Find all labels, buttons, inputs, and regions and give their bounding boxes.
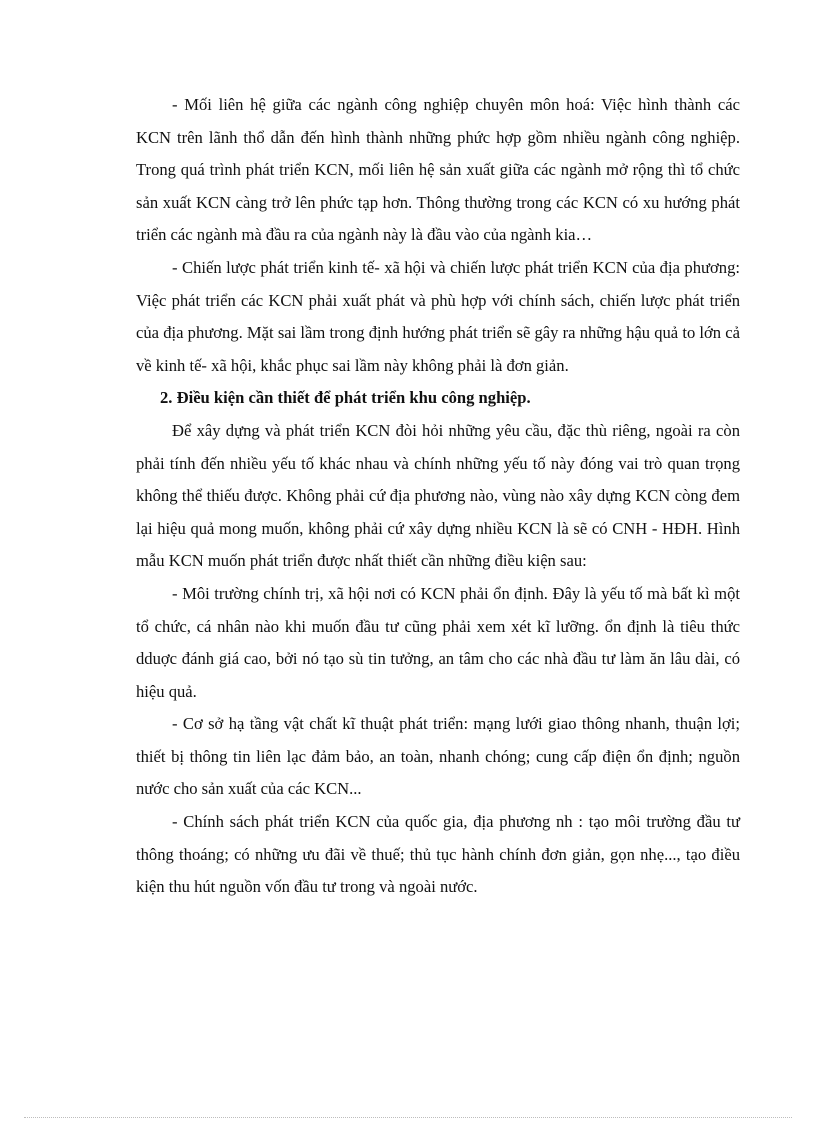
paragraph-industry-linkages: - Mối liên hệ giữa các ngành công nghiệp chuyên môn hoá: Việc hình thành các KCN trên lãnh thổ dẫn đến hình thành những phức hợp gồm nhiều ngành công nghiệp. Trong quá trình phát triển KCN, mối liên hệ sản xuất giữa các ngành mở rộng thì tổ chức sản xuất KCN càng trở lên phức tạp hơn. Thông thường trong các KCN có xu hướng phát triển các ngành mà đầu ra của ngành này là đầu vào của ngành kia…: [136, 95, 740, 245]
paragraph-political-environment: - Môi trường chính trị, xã hội nơi có KCN phải ổn định. Đây là yếu tố mà bất kì một tổ chức, cá nhân nào khi muốn đầu tư cũng phải xem xét kĩ lưỡng. ổn định là tiêu thức dduợc đánh giá cao, bởi nó tạo sù tin tưởng, an tâm cho các nhà đầu tư làm ăn lâu dài, có hiệu quả.: [136, 583, 740, 701]
paragraph-requirements-intro: Để xây dựng và phát triển KCN đòi hỏi những yêu cầu, đặc thù riêng, ngoài ra còn phải tính đến nhiều yếu tố khác nhau và chính những yếu tố này đóng vai trò quan trọng không thể thiếu được. Không phải cứ địa phương nào, vùng nào xây dựng KCN còng đem lại hiệu quả mong muốn, không phải cứ xây dựng nhiều KCN là sẽ có CNH - HĐH. Hình mẫu KCN muốn phát triển được nhất thiết cần những điều kiện sau:: [136, 420, 740, 571]
paragraph-infrastructure: - Cơ sở hạ tầng vật chất kĩ thuật phát triển: mạng lưới giao thông nhanh, thuận lợi; thiết bị thông tin liên lạc đảm bảo, an toàn, nhanh chóng; cung cấp điện ổn định; nguồn nước cho sản xuất của các KCN...: [136, 714, 740, 799]
document-body: [136, 89, 740, 904]
page-bottom-divider: [24, 1117, 792, 1118]
paragraph-policy: - Chính sách phát triển KCN của quốc gia, địa phương nh : tạo môi trường đầu tư thông thoáng; có những ưu đãi về thuế; thủ tục hành chính đơn giản, gọn nhẹ..., tạo điều kiện thu hút nguồn vốn đầu tư trong và ngoài nước.: [136, 812, 740, 897]
section-heading: 2. Điều kiện cần thiết để phát triển khu công nghiệp.: [160, 388, 531, 408]
paragraph-development-strategy: - Chiến lược phát triển kinh tế- xã hội và chiến lược phát triển KCN của địa phương: Việc phát triển các KCN phải xuất phát và phù hợp với chính sách, chiến lược phát triển của địa phương. Mặt sai lầm trong định hướng phát triển sẽ gây ra những hậu quả to lớn cả về kinh tế- xã hội, khắc phục sai lầm này không phải là đơn giản.: [136, 257, 740, 375]
